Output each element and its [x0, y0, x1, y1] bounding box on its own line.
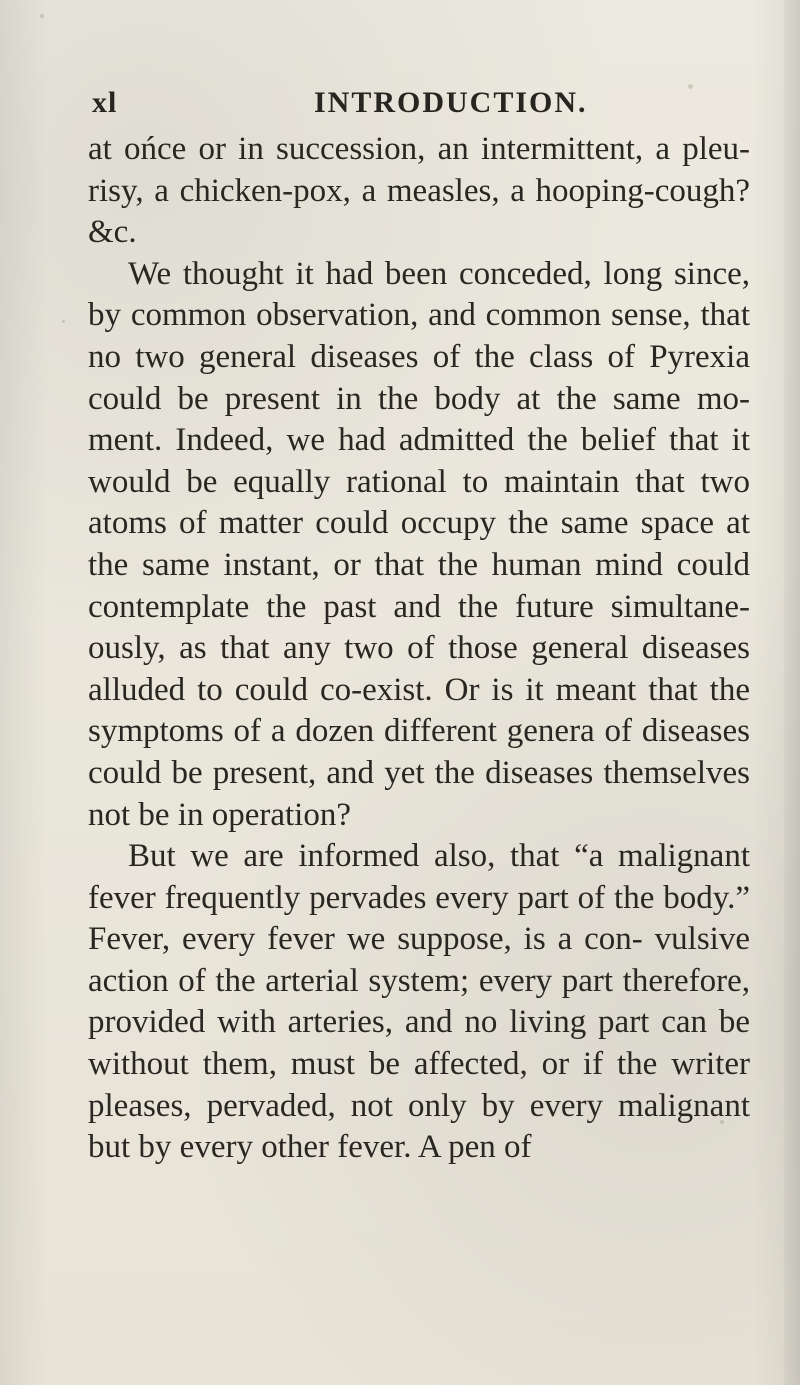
page-edge-shadow [784, 0, 800, 1385]
page-header [92, 86, 732, 126]
paper-speck [62, 320, 65, 323]
paragraph-3: But we are informed also, that “a malignant fever frequently pervades every part of the body.” Fever, every fever we suppose, is a con- vulsive action of the arterial system; every part therefore, provided with arteries, and no living part can be without them, must be affected, or if the writer pleases, pervaded, not only by every malignant but by every other fever. A pen of [88, 838, 750, 1166]
paragraph-1: at ońce or in succession, an intermittent, a pleu- risy, a chicken-pox, a measles, a hooping-cough? &c. [88, 131, 750, 251]
running-title: INTRODUCTION. [314, 86, 588, 119]
body-text [88, 129, 750, 1169]
paragraph-2: We thought it had been conceded, long since, by common observation, and common sense, that no two general diseases of the class of Pyrexia could be present in the body at the same mo- ment. Indeed, we had admitted the belief that it would be equally rational to maintain that two atoms of matter could occupy the same space at the same instant, or that the human mind could contemplate the past and the future simultane- ously, as that any two of those general diseases alluded to could co-exist. Or is it meant that the symptoms of a dozen different genera of diseases could be present, and yet the diseases themselves not be in operation? [88, 255, 750, 833]
paper-speck [40, 14, 44, 18]
page-number: xl [92, 86, 118, 119]
